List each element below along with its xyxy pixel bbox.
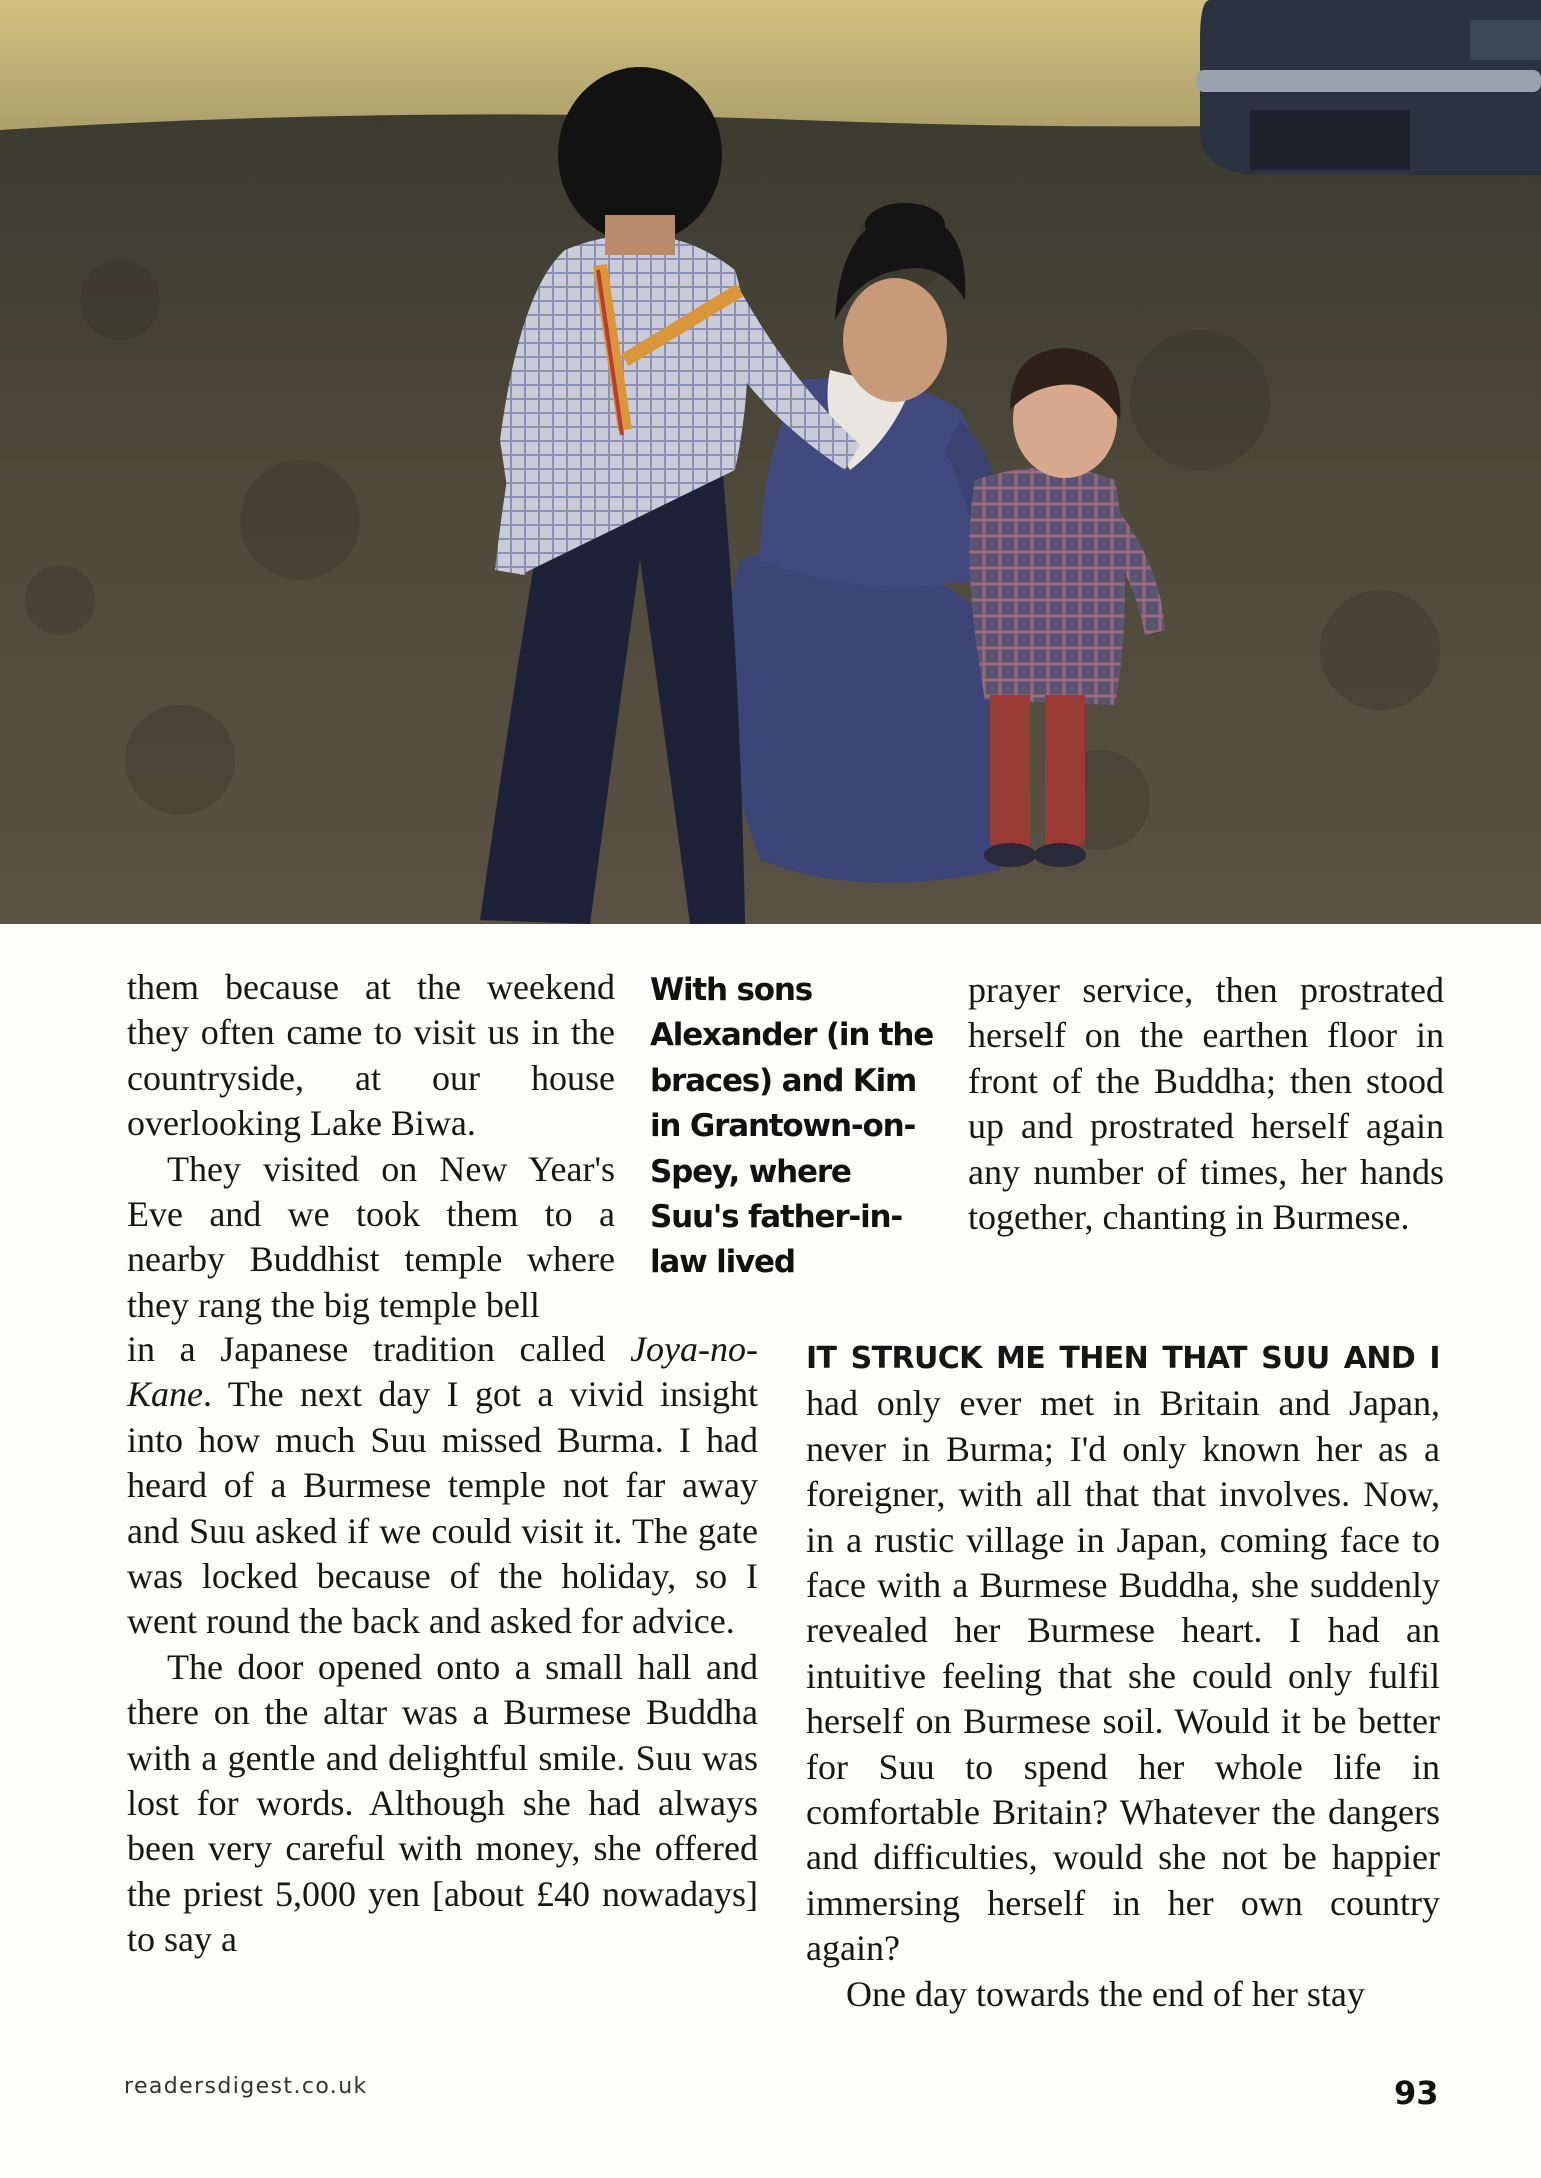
section-lead-in: IT STRUCK ME THEN THAT SUU AND I bbox=[806, 1341, 1440, 1376]
caption-line: braces) and Kim bbox=[650, 1062, 917, 1099]
article-column-right-top bbox=[968, 968, 1444, 1240]
article-paragraph: prayer service, then prostrated herself on the earthen floor in front of the Buddha; then stood up and prostrated herself again any number of times, her hands together, chanting in Burmese. bbox=[968, 970, 1444, 1238]
italic-term: Joya-no-Kane bbox=[127, 1329, 758, 1415]
article-column-right-bottom bbox=[806, 1334, 1440, 2017]
footer-website: readersdigest.co.uk bbox=[124, 2074, 368, 2099]
article-paragraph: One day towards the end of her stay bbox=[846, 1973, 1365, 2014]
article-paragraph: They visited on New Year's Eve and we took them to a nearby Buddhist temple where they rang the big temple bell bbox=[127, 1148, 615, 1325]
article-paragraph bbox=[806, 1334, 1440, 1972]
page-number: 93 bbox=[1394, 2074, 1439, 2112]
paragraph-text: . The next day I got a vivid insight into how much Suu missed Burma. I had heard of a Burmese temple not far away and Suu asked if we could visit it. The gate was locked because of the holiday, so I went round the back and asked for advice. bbox=[127, 1374, 758, 1642]
article-paragraph: The door opened onto a small hall and there on the altar was a Burmese Buddha with a gentle and delightful smile. Suu was lost for words. Although she had always been very careful with money, she offered the priest 5,000 yen [about £40 nowadays] to say a bbox=[127, 1646, 758, 1960]
car-shape bbox=[1196, 0, 1541, 175]
caption-line: in Grantown-on- bbox=[650, 1108, 916, 1145]
caption-line: Alexander (in the bbox=[650, 1017, 934, 1054]
article-photo bbox=[0, 0, 1541, 924]
caption-line: With sons bbox=[650, 972, 812, 1008]
caption-line: law lived bbox=[650, 1244, 795, 1281]
caption-line: Suu's father-in- bbox=[650, 1199, 903, 1236]
photo-illustration bbox=[0, 0, 1541, 924]
caption-line: Spey, where bbox=[650, 1153, 851, 1190]
photo-caption bbox=[650, 968, 940, 1286]
paragraph-text: had only ever met in Britain and Japan, never in Burma; I'd only known her as a foreigner, with all that that involves. Now, in a rustic village in Japan, coming face to face with a Burmese Buddha, she suddenly revealed her Burmese heart. I had an intuitive feeling that she could only fulfil herself on Burmese soil. Would it be better for Suu to spend her whole life in comfortable Britain? Whatever the dangers and difficulties, would she not be happier immersing herself in her own country again? bbox=[806, 1383, 1440, 1969]
article-paragraph bbox=[127, 1327, 758, 1645]
article-column-left-bottom bbox=[127, 1327, 758, 1963]
article-paragraph: them because at the weekend they often came to visit us in the countryside, at our house overlooking Lake Biwa. bbox=[127, 967, 615, 1144]
article-column-left-top bbox=[127, 965, 615, 1328]
paragraph-text: in a Japanese tradition called bbox=[127, 1329, 631, 1369]
